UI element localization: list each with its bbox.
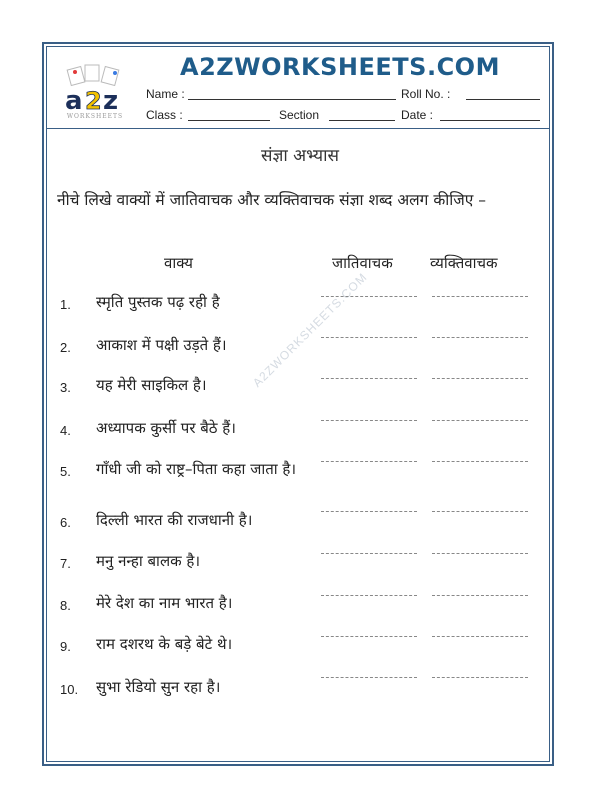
question-number: 1. [60,297,71,312]
svg-text:2: 2 [85,87,102,115]
column-header-sentence: वाक्य [164,254,193,272]
question-number: 9. [60,639,71,654]
watermark-text: A2ZWORKSHEETS.COM [250,269,370,390]
common-noun-answer-line[interactable] [321,378,417,379]
proper-noun-answer-line[interactable] [432,378,528,379]
header-divider [46,128,550,129]
question-number: 4. [60,423,71,438]
instruction-text: नीचे लिखे वाक्यों में जातिवाचक और व्यक्तिवाचक संज्ञा शब्द अलग कीजिए – [57,191,487,209]
roll-no-field[interactable] [466,99,540,100]
site-title: A2ZWORKSHEETS.COM [180,53,500,81]
date-field[interactable] [440,120,540,121]
proper-noun-answer-line[interactable] [432,511,528,512]
svg-text:z: z [103,86,119,116]
worksheet-title: संज्ञा अभ्यास [260,146,339,166]
question-text: दिल्ली भारत की राजधानी है। [96,511,253,529]
common-noun-answer-line[interactable] [321,595,417,596]
common-noun-answer-line[interactable] [321,337,417,338]
question-text: मनु नन्हा बालक है। [96,552,201,570]
question-text: अध्यापक कुर्सी पर बैठे हैं। [96,419,236,437]
question-number: 2. [60,340,71,355]
logo-caption: WORKSHEETS [66,113,124,120]
question-text: राम दशरथ के बड़े बेटे थे। [96,635,233,653]
question-number: 10. [60,682,79,697]
column-header-proper-noun: व्यक्तिवाचक [430,254,498,272]
svg-text:a: a [65,86,83,116]
common-noun-answer-line[interactable] [321,296,417,297]
name-label: Name : [146,87,185,101]
question-number: 7. [60,556,71,571]
question-number: 5. [60,464,71,479]
date-label: Date : [401,108,434,122]
common-noun-answer-line[interactable] [321,636,417,637]
proper-noun-answer-line[interactable] [432,636,528,637]
proper-noun-answer-line[interactable] [432,296,528,297]
question-text: यह मेरी साइकिल है। [96,376,207,394]
common-noun-answer-line[interactable] [321,511,417,512]
question-number: 6. [60,515,71,530]
question-number: 8. [60,598,71,613]
proper-noun-answer-line[interactable] [432,337,528,338]
column-header-common-noun: जातिवाचक [332,254,393,272]
section-label: Section [279,108,320,122]
common-noun-answer-line[interactable] [321,420,417,421]
common-noun-answer-line[interactable] [321,553,417,554]
question-number: 3. [60,380,71,395]
common-noun-answer-line[interactable] [321,677,417,678]
roll-no-label: Roll No. : [401,87,451,101]
name-field[interactable] [188,99,396,100]
proper-noun-answer-line[interactable] [432,420,528,421]
proper-noun-answer-line[interactable] [432,461,528,462]
question-text: सुभा रेडियो सुन रहा है। [96,678,221,696]
question-text: स्मृति पुस्तक पढ़ रही है [96,293,220,311]
question-text: गाँधी जी को राष्ट्र–पिता कहा जाता है। [96,460,297,478]
proper-noun-answer-line[interactable] [432,677,528,678]
proper-noun-answer-line[interactable] [432,553,528,554]
class-label: Class : [146,108,183,122]
class-field[interactable] [188,120,270,121]
question-text: मेरे देश का नाम भारत है। [96,594,233,612]
proper-noun-answer-line[interactable] [432,595,528,596]
common-noun-answer-line[interactable] [321,461,417,462]
question-text: आकाश में पक्षी उड़ते हैं। [96,336,227,354]
section-field[interactable] [329,120,395,121]
